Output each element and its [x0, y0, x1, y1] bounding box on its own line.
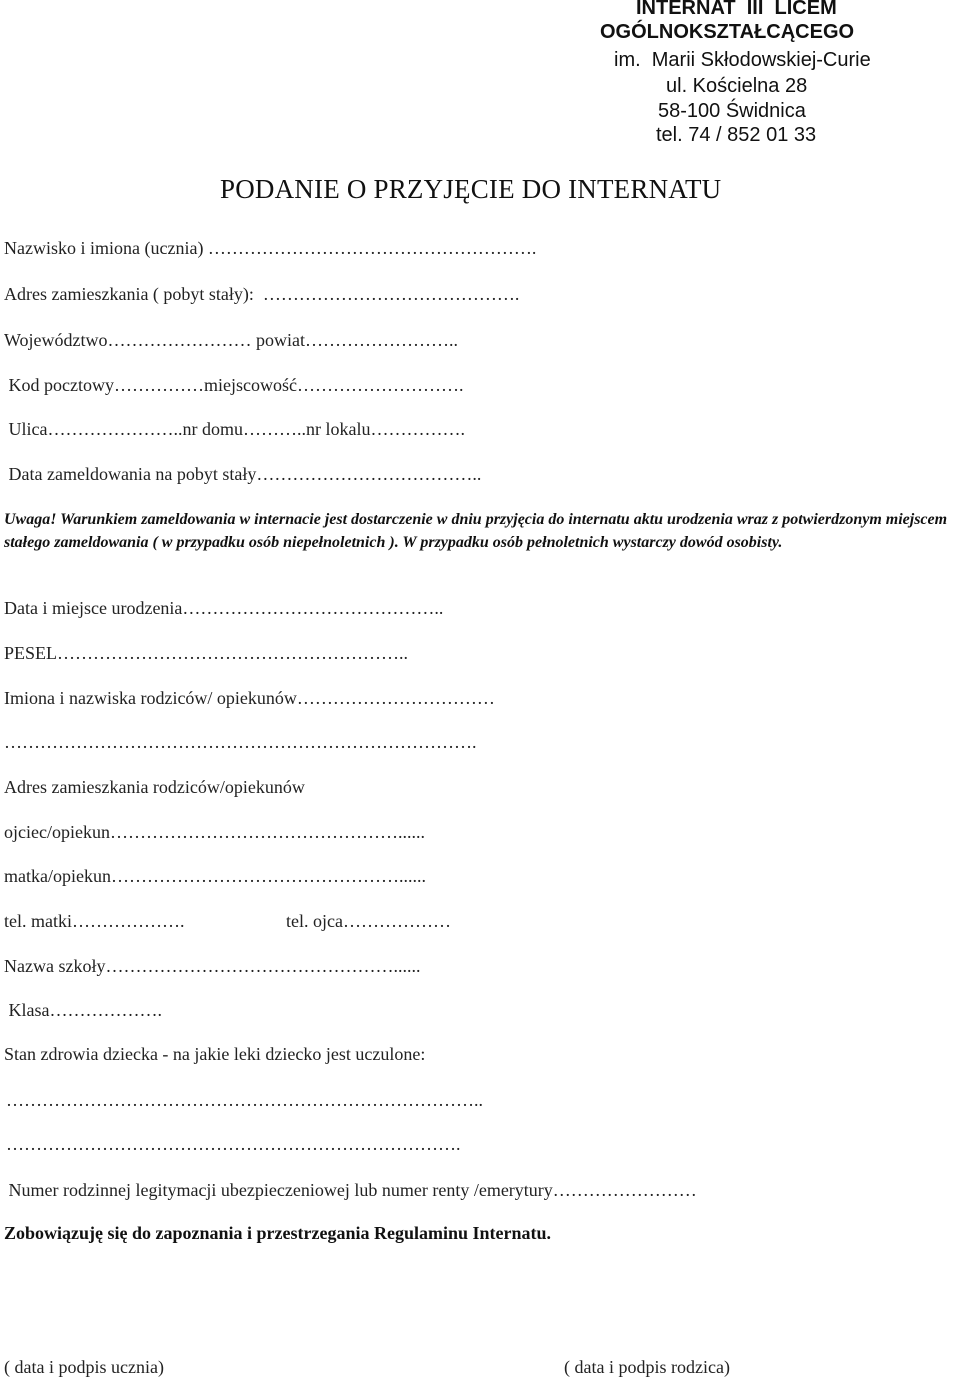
field-health-label: Stan zdrowia dziecka - na jakie leki dziecko jest uczulone:	[4, 1044, 426, 1064]
commitment-statement: Zobowiązuję się do zapoznania i przestrzegania Regulaminu Internatu.	[4, 1223, 551, 1243]
field-class[interactable]: Klasa……………….	[4, 1000, 162, 1020]
school-patron: im. Marii Skłodowskiej-Curie	[614, 49, 871, 71]
school-street: ul. Kościelna 28	[666, 75, 808, 97]
school-name-line1: INTERNAT III LICEM	[636, 0, 837, 19]
signature-parent: ( data i podpis rodzica)	[564, 1357, 730, 1377]
field-mother-address[interactable]: matka/opiekun…………………………………………......	[4, 866, 426, 886]
field-father-address[interactable]: ojciec/opiekun…………………………………………......	[4, 822, 425, 842]
page-title: PODANIE O PRZYJĘCIE DO INTERNATU	[220, 174, 722, 204]
field-registration-date[interactable]: Data zameldowania na pobyt stały………………………………..	[4, 464, 482, 484]
field-street-house[interactable]: Ulica…………………..nr domu………..nr lokalu…………….	[4, 419, 465, 439]
field-pesel[interactable]: PESEL…………………………………………………..	[4, 643, 409, 663]
signature-student: ( data i podpis ucznia)	[4, 1357, 164, 1377]
warning-text: Warunkiem zameldowania w internacie jest dostarczenie w dniu przyjęcia do internatu aktu urodzenia wraz z potwierdzonym miejscem stałego zameldowania ( w przypadku osób niepełnoletnich ). W przypadku osób pełnoletnich wystarczy dowód osobisty.	[4, 511, 948, 551]
field-voivodeship-county[interactable]: Województwo…………………… powiat……………………..	[4, 330, 459, 350]
field-parents-names-cont[interactable]: …………………………………………………………………….	[4, 732, 477, 752]
field-student-name[interactable]: Nazwisko i imiona (ucznia) ……………………………………………….	[4, 238, 537, 258]
field-school-name[interactable]: Nazwa szkoły…………………………………………......	[4, 956, 421, 976]
field-address[interactable]: Adres zamieszkania ( pobyt stały): …………………………………….	[4, 284, 520, 304]
field-health-line1[interactable]: ……………………………………………………………………..	[6, 1090, 483, 1110]
school-city: 58-100 Świdnica	[658, 100, 806, 122]
field-mother-phone[interactable]: tel. matki……………….	[4, 911, 185, 931]
school-phone: tel. 74 / 852 01 33	[656, 124, 817, 146]
field-parents-names[interactable]: Imiona i nazwiska rodziców/ opiekunów……………………………	[4, 688, 495, 708]
field-health-line2[interactable]: ………………………………………………………………….	[6, 1134, 461, 1154]
field-insurance-number[interactable]: Numer rodzinnej legitymacji ubezpieczeniowej lub numer renty /emerytury……………………	[4, 1180, 697, 1200]
field-father-phone[interactable]: tel. ojca………………	[286, 911, 451, 931]
field-birth-date-place[interactable]: Data i miejsce urodzenia……………………………………..	[4, 598, 444, 618]
school-name-line2: OGÓLNOKSZTAŁCĄCEGO	[600, 21, 855, 43]
warning-label: Uwaga!	[4, 511, 57, 528]
section-parents-address: Adres zamieszkania rodziców/opiekunów	[4, 777, 305, 797]
warning-note	[4, 508, 956, 554]
field-postal-city[interactable]: Kod pocztowy……………miejscowość……………………….	[4, 375, 464, 395]
